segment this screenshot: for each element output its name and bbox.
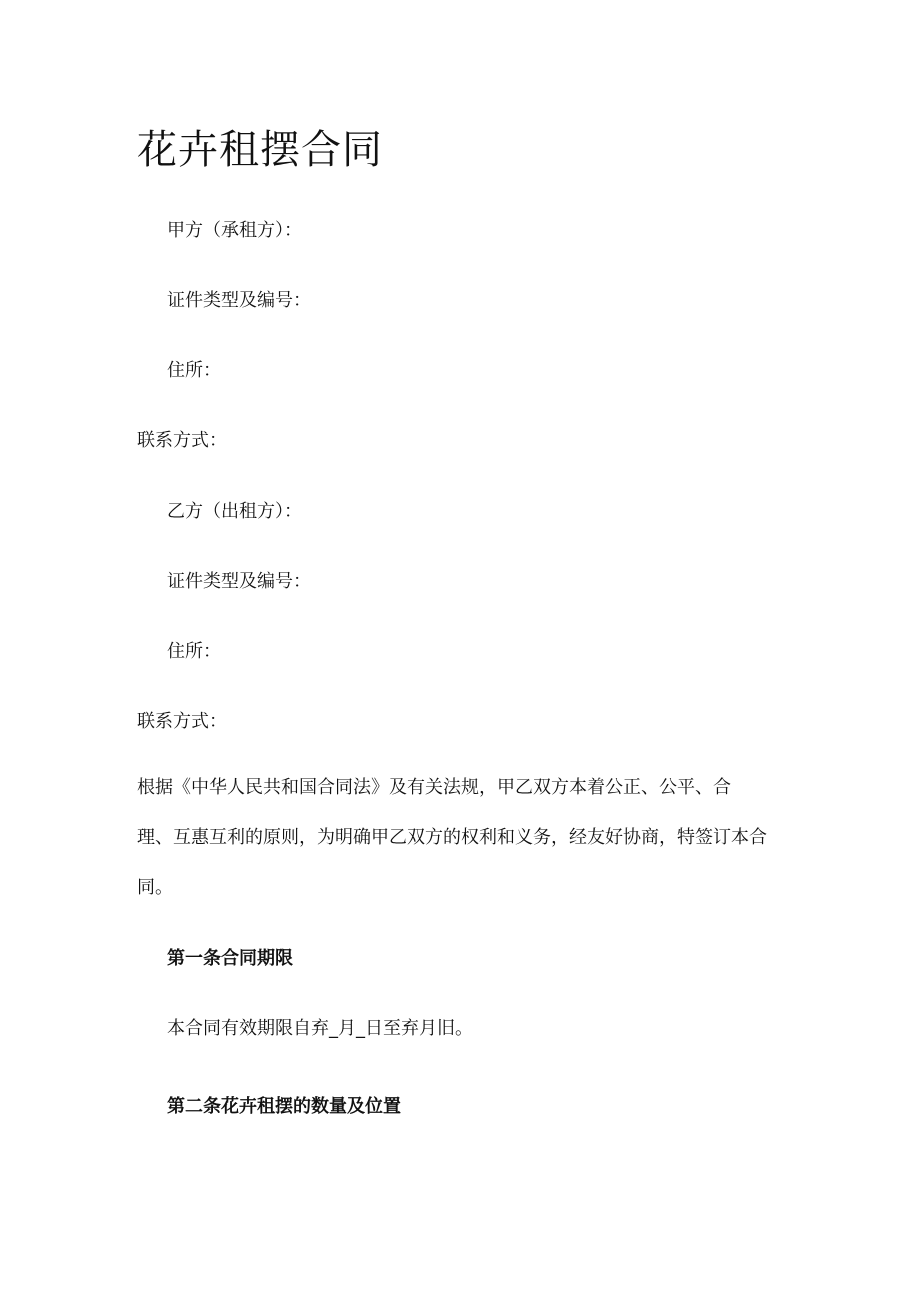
article-2-heading: 第二条花卉租摆的数量及位置 — [167, 1096, 401, 1117]
party-a-address-label: 住所： — [167, 360, 221, 381]
party-b-address-label: 住所： — [167, 641, 221, 662]
party-a-contact-label: 联系方式： — [137, 430, 227, 451]
preamble-line-3: 同。 — [137, 877, 173, 898]
article-1-heading: 第一条合同期限 — [167, 948, 293, 969]
preamble-line-2: 理、互惠互利的原则，为明确甲乙双方的权利和义务，经友好协商，特签订本合 — [137, 827, 767, 848]
document-title: 花卉租摆合同 — [137, 127, 383, 173]
party-b-id-label: 证件类型及编号： — [167, 571, 311, 592]
party-b-label: 乙方（出租方）： — [167, 501, 302, 522]
party-b-contact-label: 联系方式： — [137, 711, 227, 732]
preamble-line-1: 根据《中华人民共和国合同法》及有关法规，甲乙双方本着公正、公平、合 — [137, 777, 731, 798]
party-a-label: 甲方（承租方）： — [167, 220, 302, 241]
party-a-id-label: 证件类型及编号： — [167, 290, 311, 311]
article-1-text: 本合同有效期限自弃_月_日至弃月旧。 — [167, 1018, 473, 1039]
